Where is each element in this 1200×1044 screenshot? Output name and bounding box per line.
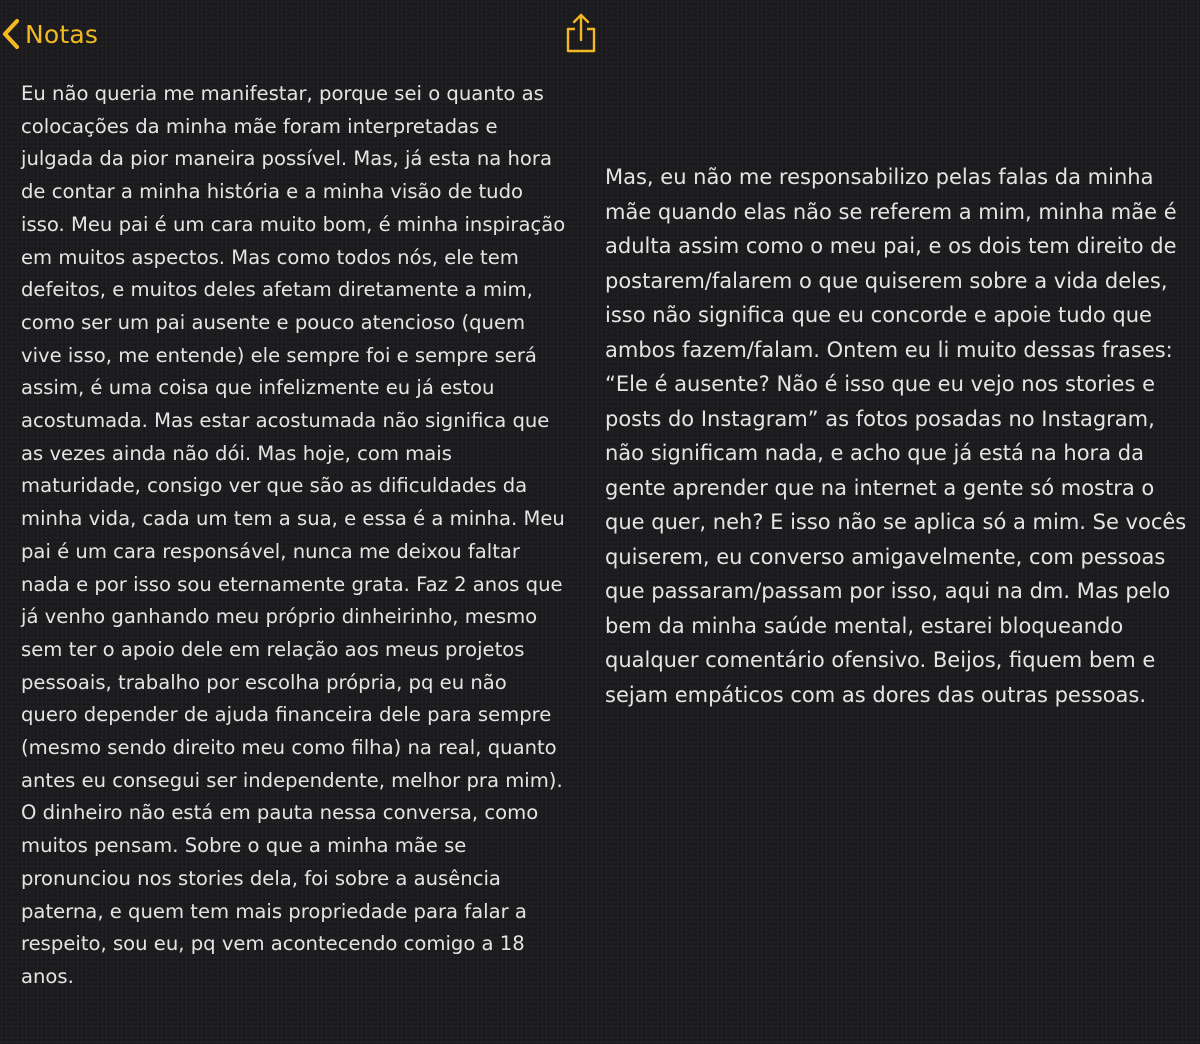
note-line: como ser um pai ausente e pouco atencioso (quem: [21, 310, 526, 334]
note-line: defeitos, e muitos deles afetam diretamente a mim,: [21, 278, 533, 302]
note-line: as vezes ainda não dói. Mas hoje, com mais: [21, 441, 452, 465]
note-line: ambos fazem/falam. Ontem eu li muito dessas frases:: [605, 337, 1173, 362]
note-line: colocações da minha mãe foram interpretadas e: [21, 114, 498, 138]
note-line: já venho ganhando meu próprio dinheirinho, mesmo: [21, 605, 538, 629]
note-line: adulta assim como o meu pai, e os dois tem direito de: [605, 234, 1177, 258]
note-line: qualquer comentário ofensivo. Beijos, fiquem bem e: [605, 648, 1156, 672]
note-line: pronunciou nos stories dela, foi sobre a ausência: [21, 866, 501, 890]
note-line: assim, é uma coisa que infelizmente eu já estou: [21, 376, 495, 400]
note-line: antes eu consegui ser independente, melhor pra mim).: [21, 768, 563, 792]
note-line: Mas, eu não me responsabilizo pelas falas da minha: [605, 165, 1154, 189]
note-line: O dinheiro não está em pauta nessa conversa, como: [21, 801, 539, 825]
note-line: gente aprender que na internet a gente só mostra o: [605, 475, 1155, 500]
note-line: “Ele é ausente? Não é isso que eu vejo nos stories e: [605, 372, 1155, 396]
note-text-left-column[interactable]: [21, 78, 565, 994]
note-text-right-column[interactable]: [605, 160, 1186, 712]
note-line: sejam empáticos com as dores das outras pessoas.: [605, 682, 1147, 707]
note-line: julgada da pior maneira possível. Mas, já esta na hora: [21, 147, 552, 171]
note-line: respeito, sou eu, pq vem acontecendo comigo a 18: [21, 932, 525, 956]
note-line: vive isso, me entende) ele sempre foi e sempre será: [21, 343, 537, 367]
note-line: que passaram/passam por isso, aqui na dm. Mas pelo: [605, 579, 1171, 603]
note-line: nada e por isso sou eternamente grata. Faz 2 anos que: [21, 572, 563, 596]
share-icon: [563, 12, 599, 54]
note-line: em muitos aspectos. Mas como todos nós, ele tem: [21, 245, 519, 269]
note-line: isso não significa que eu concorde e apoie tudo que: [605, 303, 1152, 327]
back-button[interactable]: [0, 14, 98, 54]
note-line: acostumada. Mas estar acostumada não significa que: [21, 409, 550, 433]
note-line: paterna, e quem tem mais propriedade para falar a: [21, 899, 527, 923]
note-line: posts do Instagram” as fotos posadas no Instagram,: [605, 406, 1155, 431]
note-line: isso. Meu pai é um cara muito bom, é minha inspiração: [21, 212, 566, 236]
note-line: pessoais, trabalho por escolha própria, pq eu não: [21, 670, 507, 694]
back-label: Notas: [25, 19, 99, 49]
note-line: de contar a minha história e a minha visão de tudo: [21, 180, 524, 204]
note-line: quiserem, eu converso amigavelmente, com pessoas: [605, 544, 1166, 569]
note-line: mãe quando elas não se referem a mim, minha mãe é: [605, 199, 1177, 224]
chevron-left-icon: [0, 16, 24, 52]
note-line: quero depender de ajuda financeira dele para sempre: [21, 703, 552, 727]
note-line: sem ter o apoio dele em relação aos meus projetos: [21, 637, 525, 661]
note-line: Eu não queria me manifestar, porque sei o quanto as: [21, 82, 544, 105]
note-line: maturidade, consigo ver que são as dificuldades da: [21, 474, 528, 498]
note-line: pai é um cara responsável, nunca me deixou faltar: [21, 539, 520, 563]
note-line: (mesmo sendo direito meu como filha) na real, quanto: [21, 736, 557, 760]
note-line: que quer, neh? E isso não se aplica só a mim. Se vocês: [605, 510, 1187, 534]
note-line: muitos pensam. Sobre o que a minha mãe se: [21, 834, 467, 858]
note-line: anos.: [21, 964, 74, 988]
note-line: não significam nada, e acho que já está na hora da: [605, 441, 1144, 465]
note-line: minha vida, cada um tem a sua, e essa é a minha. Meu: [21, 507, 565, 531]
note-line: bem da minha saúde mental, estarei bloqueando: [605, 613, 1124, 638]
share-button[interactable]: [563, 12, 599, 54]
note-line: postarem/falarem o que quiserem sobre a vida deles,: [605, 268, 1168, 293]
